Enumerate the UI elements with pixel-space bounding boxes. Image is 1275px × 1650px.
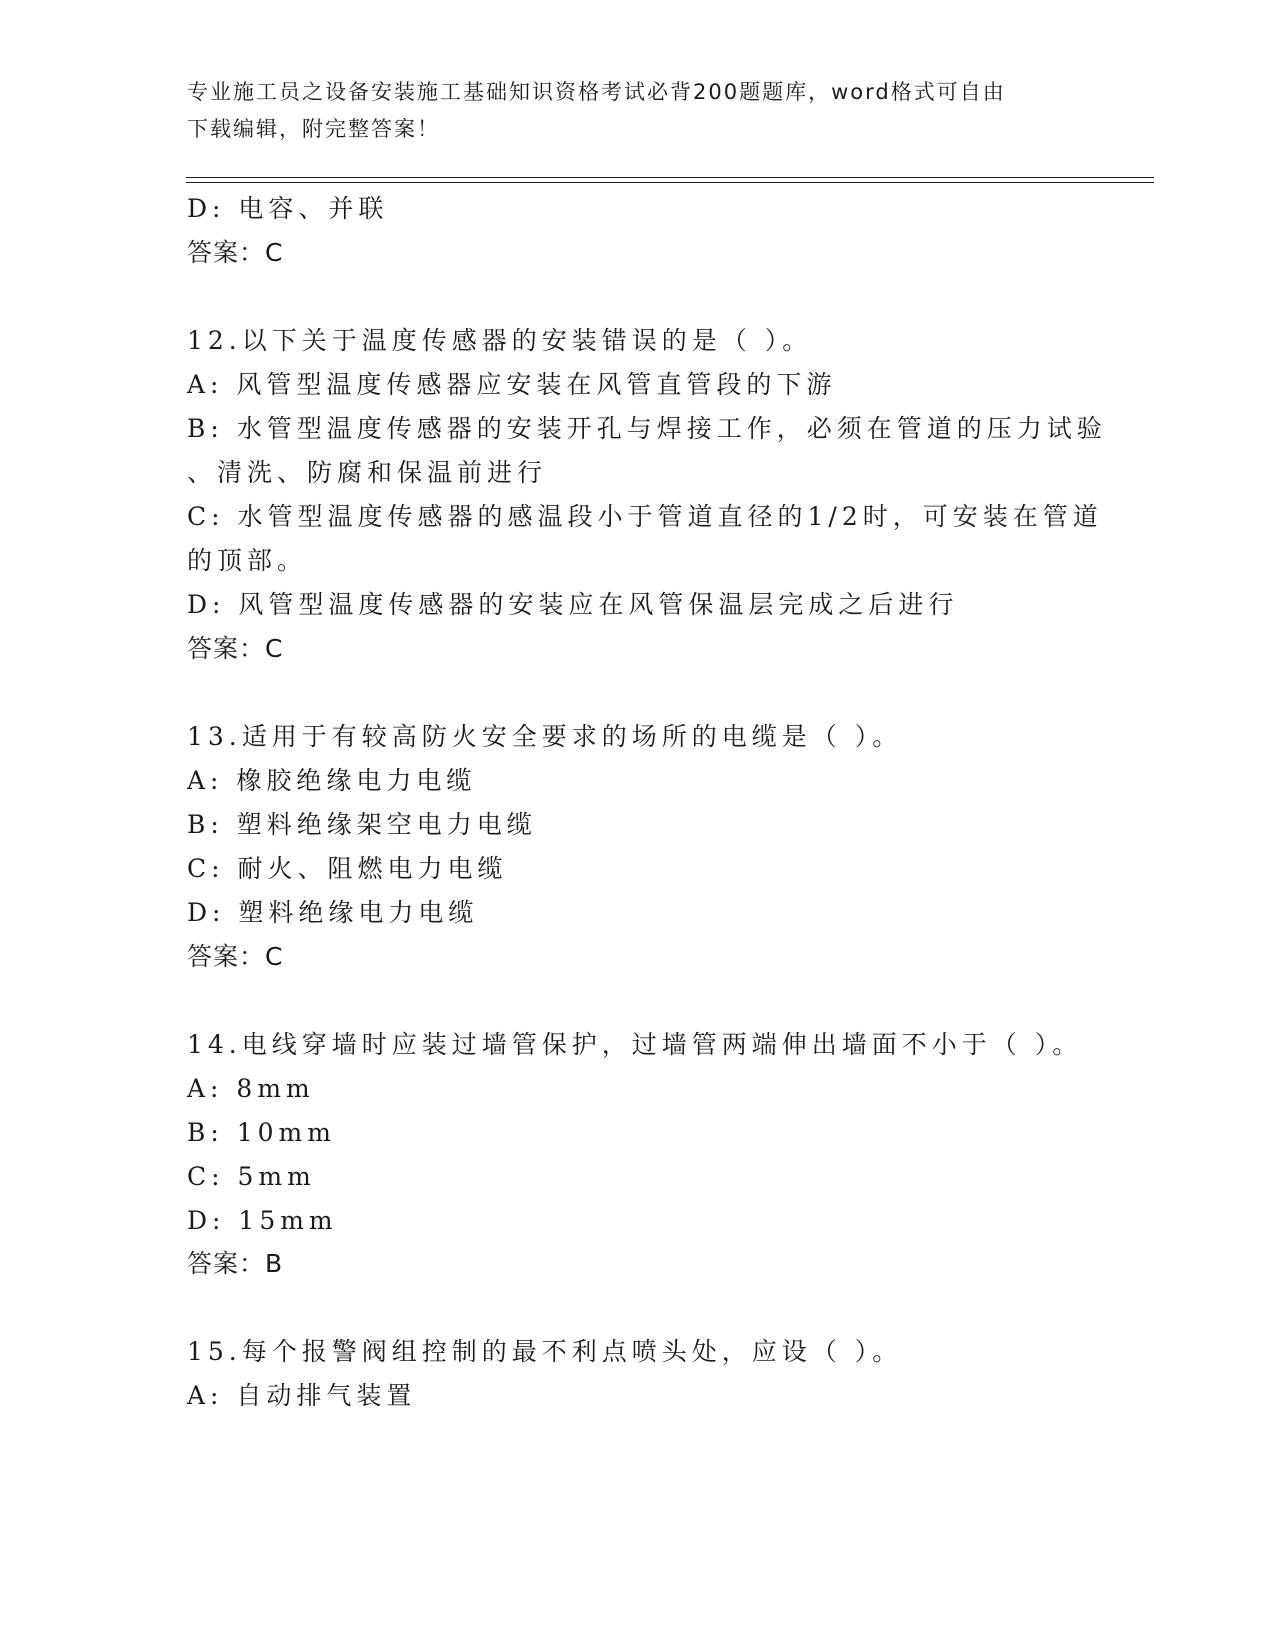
option-b-q14: B: 10mm: [187, 1118, 336, 1147]
option-d-q12: D: 风管型温度传感器的安装应在风管保温层完成之后进行: [187, 590, 959, 619]
option-c-q12-cont: 的顶部。: [187, 546, 308, 575]
option-c-q14: C: 5mm: [187, 1162, 316, 1191]
option-b-q12: B: 水管型温度传感器的安装开孔与焊接工作，必须在管道的压力试验: [187, 414, 1107, 443]
document-header: [187, 74, 1087, 148]
header-divider-bottom: [186, 182, 1154, 183]
option-b-q12-cont: 、清洗、防腐和保温前进行: [187, 458, 548, 487]
header-line-1: 专业施工员之设备安装施工基础知识资格考试必背200题题库，word格式可自由: [187, 80, 1006, 104]
option-c-q12: C: 水管型温度传感器的感温段小于管道直径的1/2时，可安装在管道: [187, 502, 1103, 531]
answer-q13: 答案：C: [187, 942, 284, 971]
option-a-q14: A: 8mm: [187, 1074, 315, 1103]
question-14: 14.电线穿墙时应装过墙管保护，过墙管两端伸出墙面不小于（ ）。: [187, 1030, 1083, 1059]
option-a-q13: A: 橡胶绝缘电力电缆: [187, 766, 477, 795]
answer-q14: 答案：B: [187, 1249, 284, 1278]
question-13: 13.适用于有较高防火安全要求的场所的电缆是（ ）。: [187, 722, 903, 751]
option-d-q13: D: 塑料绝缘电力电缆: [187, 898, 479, 927]
option-d-q14: D: 15mm: [187, 1206, 338, 1235]
option-a-q12: A: 风管型温度传感器应安装在风管直管段的下游: [187, 370, 837, 399]
option-b-q13: B: 塑料绝缘架空电力电缆: [187, 810, 537, 839]
question-15: 15.每个报警阀组控制的最不利点喷头处，应设（ ）。: [187, 1337, 903, 1366]
answer-q11: 答案：C: [187, 238, 284, 267]
option-a-q15: A: 自动排气装置: [187, 1381, 417, 1410]
option-c-q13: C: 耐火、阻燃电力电缆: [187, 854, 508, 883]
header-line-2: 下载编辑，附完整答案！: [187, 117, 440, 141]
question-12: 12.以下关于温度传感器的安装错误的是（ ）。: [187, 326, 813, 355]
answer-q12: 答案：C: [187, 634, 284, 663]
option-d-q11: D: 电容、并联: [187, 194, 389, 223]
header-divider-top: [186, 177, 1154, 178]
